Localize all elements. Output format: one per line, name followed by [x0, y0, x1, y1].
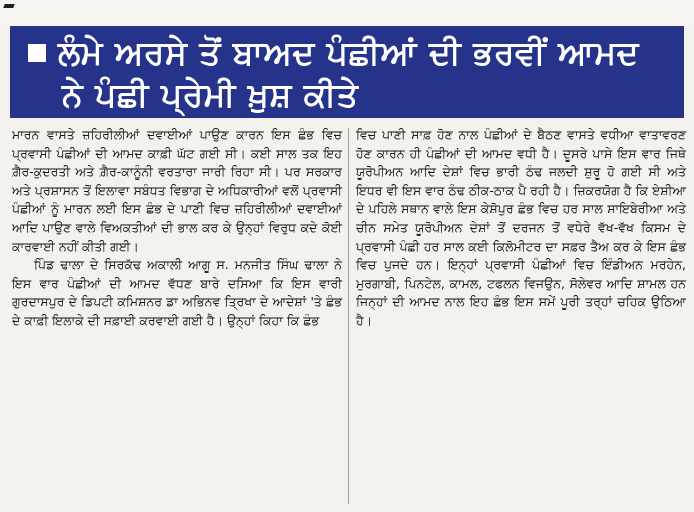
square-bullet-icon	[28, 44, 46, 62]
headline-text-1: ਲੰਮੇ ਅਰਸੇ ਤੋਂ ਬਾਅਦ ਪੰਛੀਆਂ ਦੀ ਭਰਵੀਂ ਆਮਦ	[58, 33, 640, 72]
clipping-top-edge	[0, 0, 694, 26]
headline-text-2: ਨੇ ਪੰਛੀ ਪ੍ਰੇਮੀ ਖ਼ੁਸ਼ ਕੀਤੇ	[62, 75, 359, 114]
cut-mark-icon	[3, 4, 14, 8]
article-paragraph: ਵਿਚ ਪਾਣੀ ਸਾਫ਼ ਹੋਣ ਨਾਲ ਪੰਛੀਆਂ ਦੇ ਬੈਠਣ ਵਾਸਤੇ ਵਧੀਆ ਵਾਤਾਵਰਣ ਹੋਣ ਕਾਰਨ ਹੀ ਪੰਛੀਆਂ ਦੀ ਆਮਦ ਵਧੀ ਹੈ। ਦੂਸਰੇ ਪਾਸੇ ਇਸ ਵਾਰ ਜਿਥੇ ਯੂਰੋਪੀਅਨ ਆਦਿ ਦੇਸ਼ਾਂ ਵਿਚ ਭਾਰੀ ਠੰਢ ਜਲਦੀ ਸ਼ੁਰੂ ਹੋ ਗਈ ਸੀ ਅਤੇ ਇਧਰ ਵੀ ਇਸ ਵਾਰ ਠੰਢ ਠੀਕ-ਠਾਕ ਪੈ ਰਹੀ ਹੈ। ਜ਼ਿਕਰਯੋਗ ਹੈ ਕਿ ਏਸ਼ੀਆ ਦੇ ਪਹਿਲੇ ਸਥਾਨ ਵਾਲੇ ਇਸ ਕੇਸ਼ੋਪੁਰ ਛੰਭ ਵਿਚ ਹਰ ਸਾਲ ਸਾਇਬੇਰੀਆ ਅਤੇ ਚੀਨ ਸਮੇਤ ਯੂਰੋਪੀਅਨ ਦੇਸ਼ਾਂ ਤੋਂ ਦਰਜਨ ਤੋਂ ਵਧੇਰੇ ਵੱਖ-ਵੱਖ ਕਿਸਮ ਦੇ ਪ੍ਰਵਾਸੀ ਪੰਛੀ ਹਰ ਸਾਲ ਕਈ ਕਿਲੋਮੀਟਰ ਦਾ ਸਫ਼ਰ ਤੈਅ ਕਰ ਕੇ ਇਸ ਛੰਭ ਵਿਚ ਪੁਜਦੇ ਹਨ। ਇਨ੍ਹਾਂ ਪ੍ਰਵਾਸੀ ਪੰਛੀਆਂ ਵਿਚ ਇੰਡੀਅਨ ਮਰਹੇਨ, ਮੁਰਗਾਬੀ, ਪਿਨਟੇਲ, ਕਾਮਲ, ਟਫਲਨ ਵਿਜਉਨ, ਸੋਲੇਵਰ ਆਦਿ ਸ਼ਾਮਲ ਹਨ ਜਿਨ੍ਹਾਂ ਦੀ ਆਮਦ ਨਾਲ ਇਹ ਛੰਭ ਇਸ ਸਮੇਂ ਪੂਰੀ ਤਰ੍ਹਾਂ ਚਹਿਕ ਉਠਿਆ ਹੈ।	[356, 127, 686, 328]
article-body	[0, 120, 694, 512]
headline-line-2	[28, 74, 670, 116]
column-divider	[348, 128, 349, 504]
article-column-right	[356, 126, 686, 331]
headline-banner	[10, 26, 684, 118]
article-column-left	[12, 126, 342, 331]
headline-line-1	[28, 32, 670, 74]
article-paragraph: ਮਾਰਨ ਵਾਸਤੇ ਜ਼ਹਿਰੀਲੀਆਂ ਦਵਾਈਆਂ ਪਾਉਣ ਕਾਰਨ ਇਸ ਛੰਭ ਵਿਚ ਪ੍ਰਵਾਸੀ ਪੰਛੀਆਂ ਦੀ ਆਮਦ ਕਾਫ਼ੀ ਘੱਟ ਗਈ ਸੀ। ਕਈ ਸਾਲ ਤਕ ਇਹ ਗ਼ੈਰ-ਕੁਦਰਤੀ ਅਤੇ ਗ਼ੈਰ-ਕਾਨੂੰਨੀ ਵਰਤਾਰਾ ਜਾਰੀ ਰਿਹਾ ਸੀ। ਪਰ ਸਰਕਾਰ ਅਤੇ ਪ੍ਰਸ਼ਾਸਨ ਤੋਂ ਇਲਾਵਾ ਸਬੰਧਤ ਵਿਭਾਗ ਦੇ ਅਧਿਕਾਰੀਆਂ ਵਲੋਂ ਪ੍ਰਵਾਸੀ ਪੰਛੀਆਂ ਨੂੰ ਮਾਰਨ ਲਈ ਇਸ ਛੰਭ ਦੇ ਪਾਣੀ ਵਿਚ ਜ਼ਹਿਰੀਲੀਆਂ ਦਵਾਈਆਂ ਆਦਿ ਪਾਉਣ ਵਾਲੇ ਵਿਅਕਤੀਆਂ ਦੀ ਭਾਲ ਕਰ ਕੇ ਉਨ੍ਹਾਂ ਵਿਰੁਧ ਕਦੇ ਕੋਈ ਕਾਰਵਾਈ ਨਹੀਂ ਕੀਤੀ ਗਈ।	[12, 127, 342, 254]
article-paragraph: ਪਿੰਡ ਢਾਲਾ ਦੇ ਸਿਰਕੱਢ ਅਕਾਲੀ ਆਗੂ ਸ. ਮਨਜੀਤ ਸਿੰਘ ਢਾਲਾ ਨੇ ਇਸ ਵਾਰ ਪੰਛੀਆਂ ਦੀ ਆਮਦ ਵੱਧਣ ਬਾਰੇ ਦਸਿਆ ਕਿ ਇਸ ਵਾਰੀ ਗੁਰਦਾਸਪੁਰ ਦੇ ਡਿਪਟੀ ਕਮਿਸ਼ਨਰ ਡਾ ਅਭਿਨਵ ਤ੍ਰਿਖਾ ਦੇ ਆਦੇਸ਼ਾਂ 'ਤੇ ਛੰਭ ਦੇ ਕਾਫ਼ੀ ਇਲਾਕੇ ਦੀ ਸਫ਼ਾਈ ਕਰਵਾਈ ਗਈ ਹੈ। ਉਨ੍ਹਾਂ ਕਿਹਾ ਕਿ ਛੰਭ	[12, 257, 342, 328]
